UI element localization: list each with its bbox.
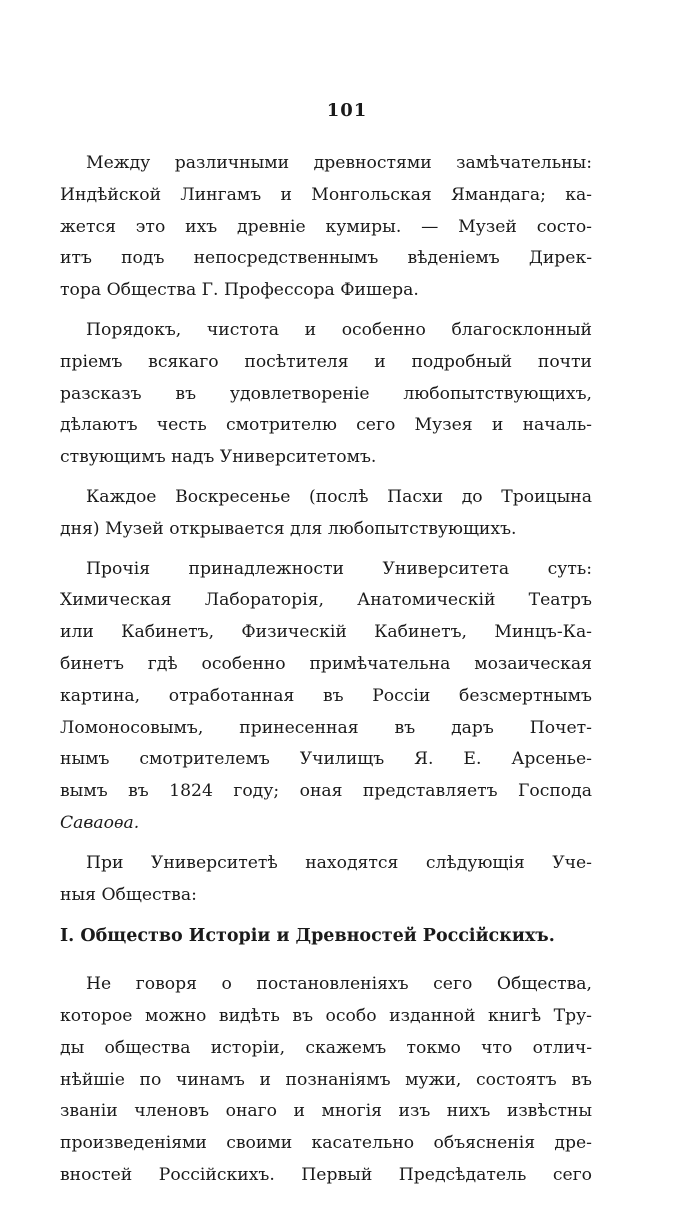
text-line: Прочія принадлежности Университета суть: <box>86 558 592 579</box>
text-line: разсказъ въ удовлетвореніе любопытствующихъ, <box>60 383 592 404</box>
section-heading: I. Общество Исторіи и Древностей Россійскихъ. <box>60 926 555 947</box>
text-line: званіи членовъ онаго и многія изъ нихъ извѣстны <box>60 1101 592 1122</box>
text-line: Каждое Воскресенье (послѣ Пасхи до Троицына <box>86 486 592 507</box>
text-line: бинетъ гдѣ особенно примѣчательна мозаическая <box>60 653 592 674</box>
text-line: ныя Общества: <box>60 884 197 905</box>
text-line: которое можно видѣть въ особо изданной книгѣ Тру- <box>60 1005 592 1026</box>
text-line: При Университетѣ находятся слѣдующія Уче- <box>86 852 592 873</box>
paragraph-5 <box>60 848 592 912</box>
paragraph-2 <box>60 315 592 474</box>
text-line: итъ подъ непосредственнымъ вѣденіемъ Дирек- <box>60 248 592 269</box>
text-line: дня) Музей открывается для любопытствующихъ. <box>60 518 517 539</box>
text-line: ствующимъ надъ Университетомъ. <box>60 447 377 468</box>
text-line: нымъ смотрителемъ Училищъ Я. Е. Арсенье- <box>60 749 592 770</box>
paragraph-6 <box>60 969 592 1192</box>
text-line: ды общества исторіи, скажемъ токмо что отлич- <box>60 1037 592 1058</box>
page-text <box>60 148 592 1200</box>
text-line: произведеніями своими касательно объясненія дре- <box>60 1133 592 1154</box>
text-line: Порядокъ, чистота и особенно благосклонный <box>86 319 592 340</box>
paragraph-1 <box>60 148 592 307</box>
text-line: жется это ихъ древніе кумиры. — Музей состо- <box>60 216 592 237</box>
text-line: картина, отработанная въ Россіи безсмертнымъ <box>60 685 592 706</box>
text-line: нѣйшіе по чинамъ и познаніямъ мужи, состоятъ въ <box>60 1069 592 1090</box>
text-line: тора Общества Г. Профессора Фишера. <box>60 280 419 301</box>
page-number: 101 <box>326 100 368 121</box>
paragraph-3 <box>60 482 592 546</box>
text-line: Индѣйской Лингамъ и Монгольская Ямандага; ка- <box>60 184 592 205</box>
paragraph-4 <box>60 554 592 840</box>
italic-word: Саваоѳа. <box>60 812 140 833</box>
text-line: дѣлаютъ честь смотрителю сего Музея и началь- <box>60 415 592 436</box>
text-line: Между различными древностями замѣчательны: <box>86 153 592 173</box>
text-line: вностей Россійскихъ. Первый Предсѣдатель сего <box>60 1164 592 1185</box>
text-line <box>60 808 592 840</box>
text-line: Ломоносовымъ, принесенная въ даръ Почет- <box>60 717 592 738</box>
text-line: или Кабинетъ, Физическій Кабинетъ, Минцъ-Ка- <box>60 622 592 643</box>
text-line: пріемъ всякаго посѣтителя и подробный почти <box>60 351 592 372</box>
text-line: вымъ въ 1824 году; оная представляетъ Господа <box>60 781 592 802</box>
text-line: Не говоря о постановленіяхъ сего Общества, <box>86 974 592 995</box>
text-line: Химическая Лабораторія, Анатомическій Театръ <box>60 590 592 611</box>
